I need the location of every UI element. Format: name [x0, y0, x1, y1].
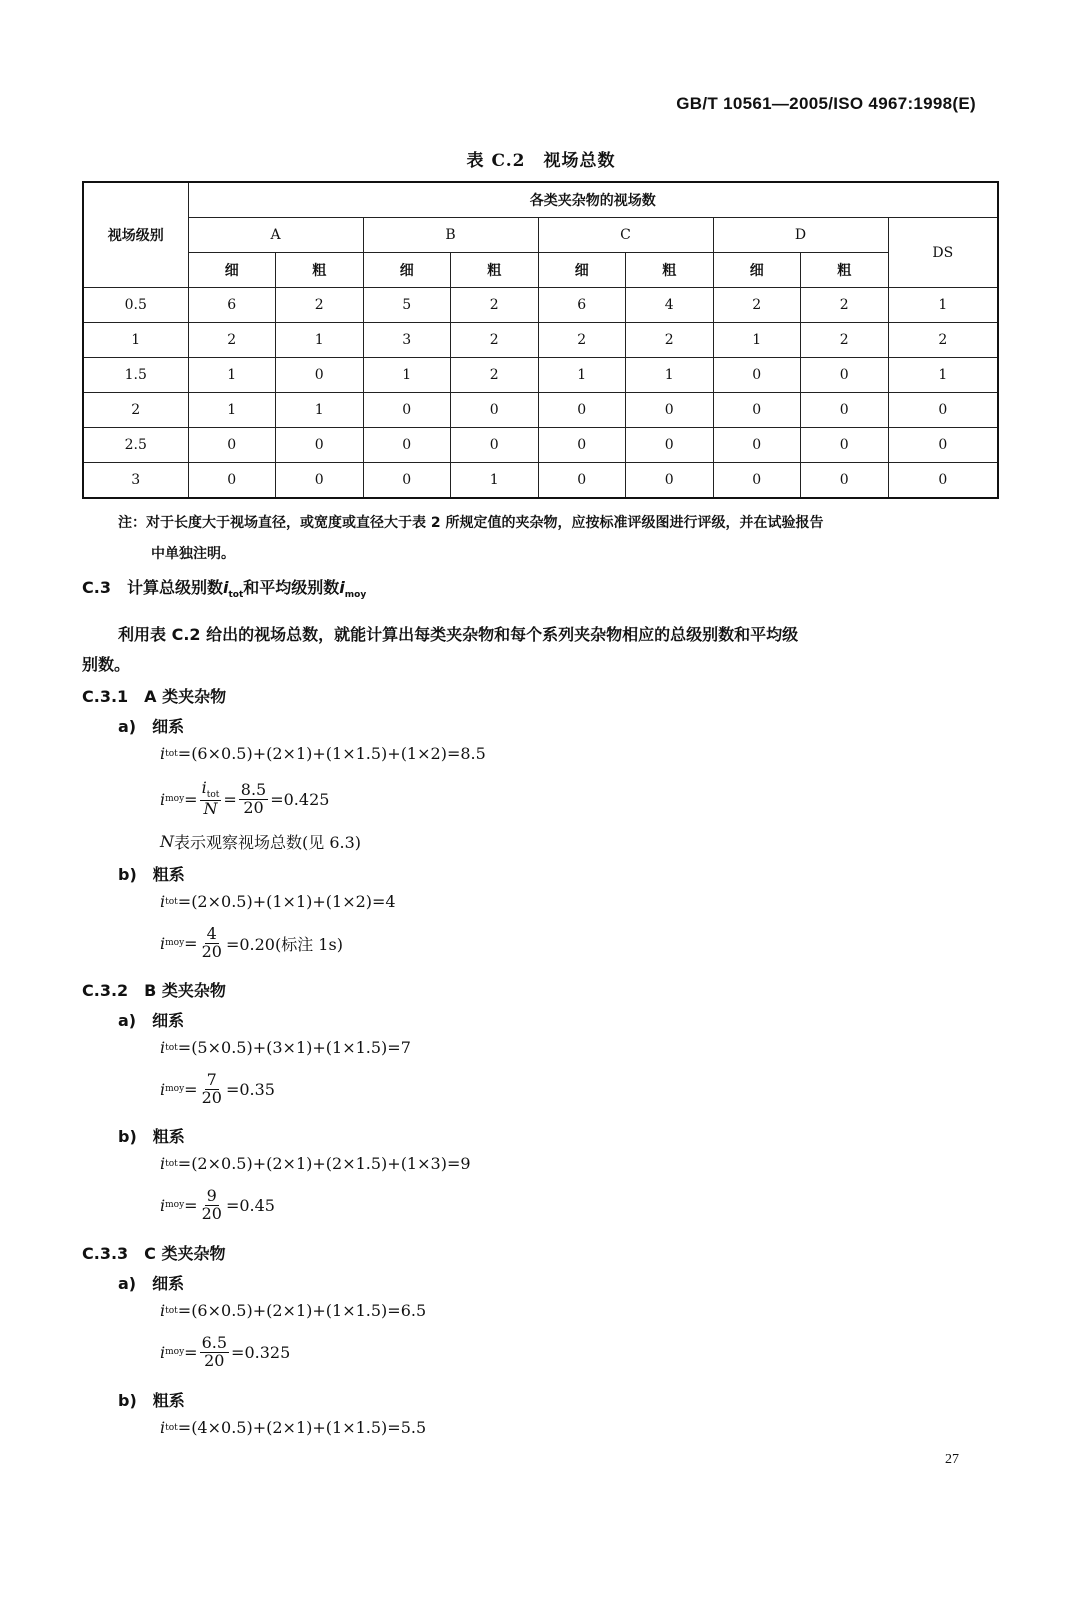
- count-cell: 0: [626, 428, 714, 463]
- fine-series-label: a) 细系: [118, 1274, 185, 1293]
- count-cell: 0: [801, 358, 889, 393]
- category-a: A: [188, 218, 363, 253]
- count-cell: 0: [188, 428, 276, 463]
- fine-series-label: a) 细系: [118, 717, 185, 736]
- table-row: [83, 288, 998, 323]
- sub-coarse: 粗: [801, 253, 889, 288]
- count-cell: 1: [363, 358, 451, 393]
- count-cell: 6: [188, 288, 276, 323]
- count-cell: 2: [451, 323, 539, 358]
- count-cell: 0: [363, 393, 451, 428]
- count-cell: 0: [276, 428, 364, 463]
- count-cell: 0: [713, 428, 801, 463]
- count-cell: 0: [626, 393, 714, 428]
- count-cell: 1: [888, 288, 998, 323]
- formula-a-fine-moy: i moy = $\frac{i_{tot}}{N}$ = $\frac{8.5}{20}$ =0.425: [160, 778, 330, 819]
- count-cell: 0: [188, 463, 276, 499]
- formula-b-fine-moy: i moy = $\frac{7}{20}$ =0.35: [160, 1070, 275, 1107]
- category-b: B: [363, 218, 538, 253]
- count-cell: 3: [363, 323, 451, 358]
- count-cell: 0: [538, 428, 626, 463]
- count-cell: 0: [276, 463, 364, 499]
- sub-fine: 细: [363, 253, 451, 288]
- paragraph-line-2: 别数。: [82, 655, 131, 674]
- table-title: 表 C.2 视场总数: [466, 151, 616, 171]
- count-cell: 1: [188, 393, 276, 428]
- formula-c-fine-tot: i tot =(6×0.5)+(2×1)+(1×1.5)=6.5: [160, 1301, 427, 1320]
- level-cell: 2.5: [83, 428, 188, 463]
- count-cell: 1: [713, 323, 801, 358]
- count-cell: 2: [626, 323, 714, 358]
- sub-coarse: 粗: [626, 253, 714, 288]
- note-line-1: 注：对于长度大于视场直径，或宽度或直径大于表 2 所规定值的夹杂物，应按标准评级图进行评级，并在试验报告: [118, 515, 824, 531]
- count-cell: 1: [188, 358, 276, 393]
- formula-a-coarse-moy: i moy = $\frac{4}{20}$ =0.20(标注 1s): [160, 924, 343, 961]
- paragraph-line-1: 利用表 C.2 给出的视场总数，就能计算出每类夹杂物和每个系列夹杂物相应的总级别数和平均级: [118, 625, 799, 644]
- category-d: D: [713, 218, 888, 253]
- count-cell: 0: [363, 428, 451, 463]
- section-heading-c3: C.3 计算总级别数$i_{tot}$和平均级别数$i_{moy}$: [82, 578, 367, 600]
- group-header: 各类夹杂物的视场数: [188, 182, 998, 218]
- sub-fine: 细: [538, 253, 626, 288]
- count-cell: 6: [538, 288, 626, 323]
- level-cell: 2: [83, 393, 188, 428]
- note-line-2: 中单独注明。: [151, 546, 235, 562]
- level-cell: 0.5: [83, 288, 188, 323]
- count-cell: 0: [713, 463, 801, 499]
- count-cell: 5: [363, 288, 451, 323]
- count-cell: 1: [451, 463, 539, 499]
- fine-series-label: a) 细系: [118, 1011, 185, 1030]
- count-cell: 2: [538, 323, 626, 358]
- count-cell: 2: [801, 288, 889, 323]
- formula-b-coarse-tot: i tot =(2×0.5)+(2×1)+(2×1.5)+(1×3)=9: [160, 1154, 471, 1173]
- table-row: [83, 463, 998, 499]
- count-cell: 0: [538, 393, 626, 428]
- count-cell: 0: [538, 463, 626, 499]
- count-cell: 0: [626, 463, 714, 499]
- page-number: 27: [945, 1452, 959, 1467]
- coarse-series-label: b) 粗系: [118, 1391, 185, 1410]
- formula-c-fine-moy: i moy = $\frac{6.5}{20}$ =0.325: [160, 1333, 291, 1370]
- table-row: [83, 323, 998, 358]
- count-cell: 0: [888, 463, 998, 499]
- count-cell: 2: [713, 288, 801, 323]
- count-cell: 1: [276, 323, 364, 358]
- formula-b-coarse-moy: i moy = $\frac{9}{20}$ =0.45: [160, 1186, 275, 1223]
- sub-fine: 细: [188, 253, 276, 288]
- level-cell: 3: [83, 463, 188, 499]
- count-cell: 0: [713, 358, 801, 393]
- standard-code: GB/T 10561—2005/ISO 4967:1998(E): [676, 94, 976, 113]
- coarse-series-label: b) 粗系: [118, 1127, 185, 1146]
- subsection-heading-c: C.3.3 C 类夹杂物: [82, 1244, 226, 1263]
- row-header: 视场级别: [83, 182, 188, 288]
- category-ds: DS: [888, 218, 998, 288]
- table-row: [83, 393, 998, 428]
- count-cell: 0: [801, 463, 889, 499]
- count-cell: 2: [451, 358, 539, 393]
- subsection-heading-a: C.3.1 A 类夹杂物: [82, 687, 227, 706]
- count-cell: 2: [801, 323, 889, 358]
- category-c: C: [538, 218, 713, 253]
- count-cell: 1: [888, 358, 998, 393]
- field-count-table: [82, 181, 999, 499]
- subsection-heading-b: C.3.2 B 类夹杂物: [82, 981, 226, 1000]
- count-cell: 0: [713, 393, 801, 428]
- count-cell: 0: [276, 358, 364, 393]
- level-cell: 1.5: [83, 358, 188, 393]
- sub-coarse: 粗: [276, 253, 364, 288]
- count-cell: 4: [626, 288, 714, 323]
- table-row: [83, 358, 998, 393]
- count-cell: 2: [888, 323, 998, 358]
- count-cell: 1: [626, 358, 714, 393]
- n-definition: N 表示观察视场总数(见 6.3): [160, 832, 362, 852]
- count-cell: 0: [801, 428, 889, 463]
- count-cell: 1: [538, 358, 626, 393]
- count-cell: 0: [888, 393, 998, 428]
- formula-a-fine-tot: i tot =(6×0.5)+(2×1)+(1×1.5)+(1×2)=8.5: [160, 744, 486, 763]
- coarse-series-label: b) 粗系: [118, 865, 185, 884]
- count-cell: 0: [451, 393, 539, 428]
- count-cell: 0: [801, 393, 889, 428]
- count-cell: 1: [276, 393, 364, 428]
- count-cell: 2: [276, 288, 364, 323]
- sub-fine: 细: [713, 253, 801, 288]
- count-cell: 2: [451, 288, 539, 323]
- sub-coarse: 粗: [451, 253, 539, 288]
- formula-a-coarse-tot: i tot =(2×0.5)+(1×1)+(1×2)=4: [160, 892, 396, 911]
- formula-b-fine-tot: i tot =(5×0.5)+(3×1)+(1×1.5)=7: [160, 1038, 411, 1057]
- count-cell: 0: [363, 463, 451, 499]
- table-row: [83, 428, 998, 463]
- count-cell: 2: [188, 323, 276, 358]
- count-cell: 0: [888, 428, 998, 463]
- count-cell: 0: [451, 428, 539, 463]
- formula-c-coarse-tot: i tot =(4×0.5)+(2×1)+(1×1.5)=5.5: [160, 1418, 427, 1437]
- level-cell: 1: [83, 323, 188, 358]
